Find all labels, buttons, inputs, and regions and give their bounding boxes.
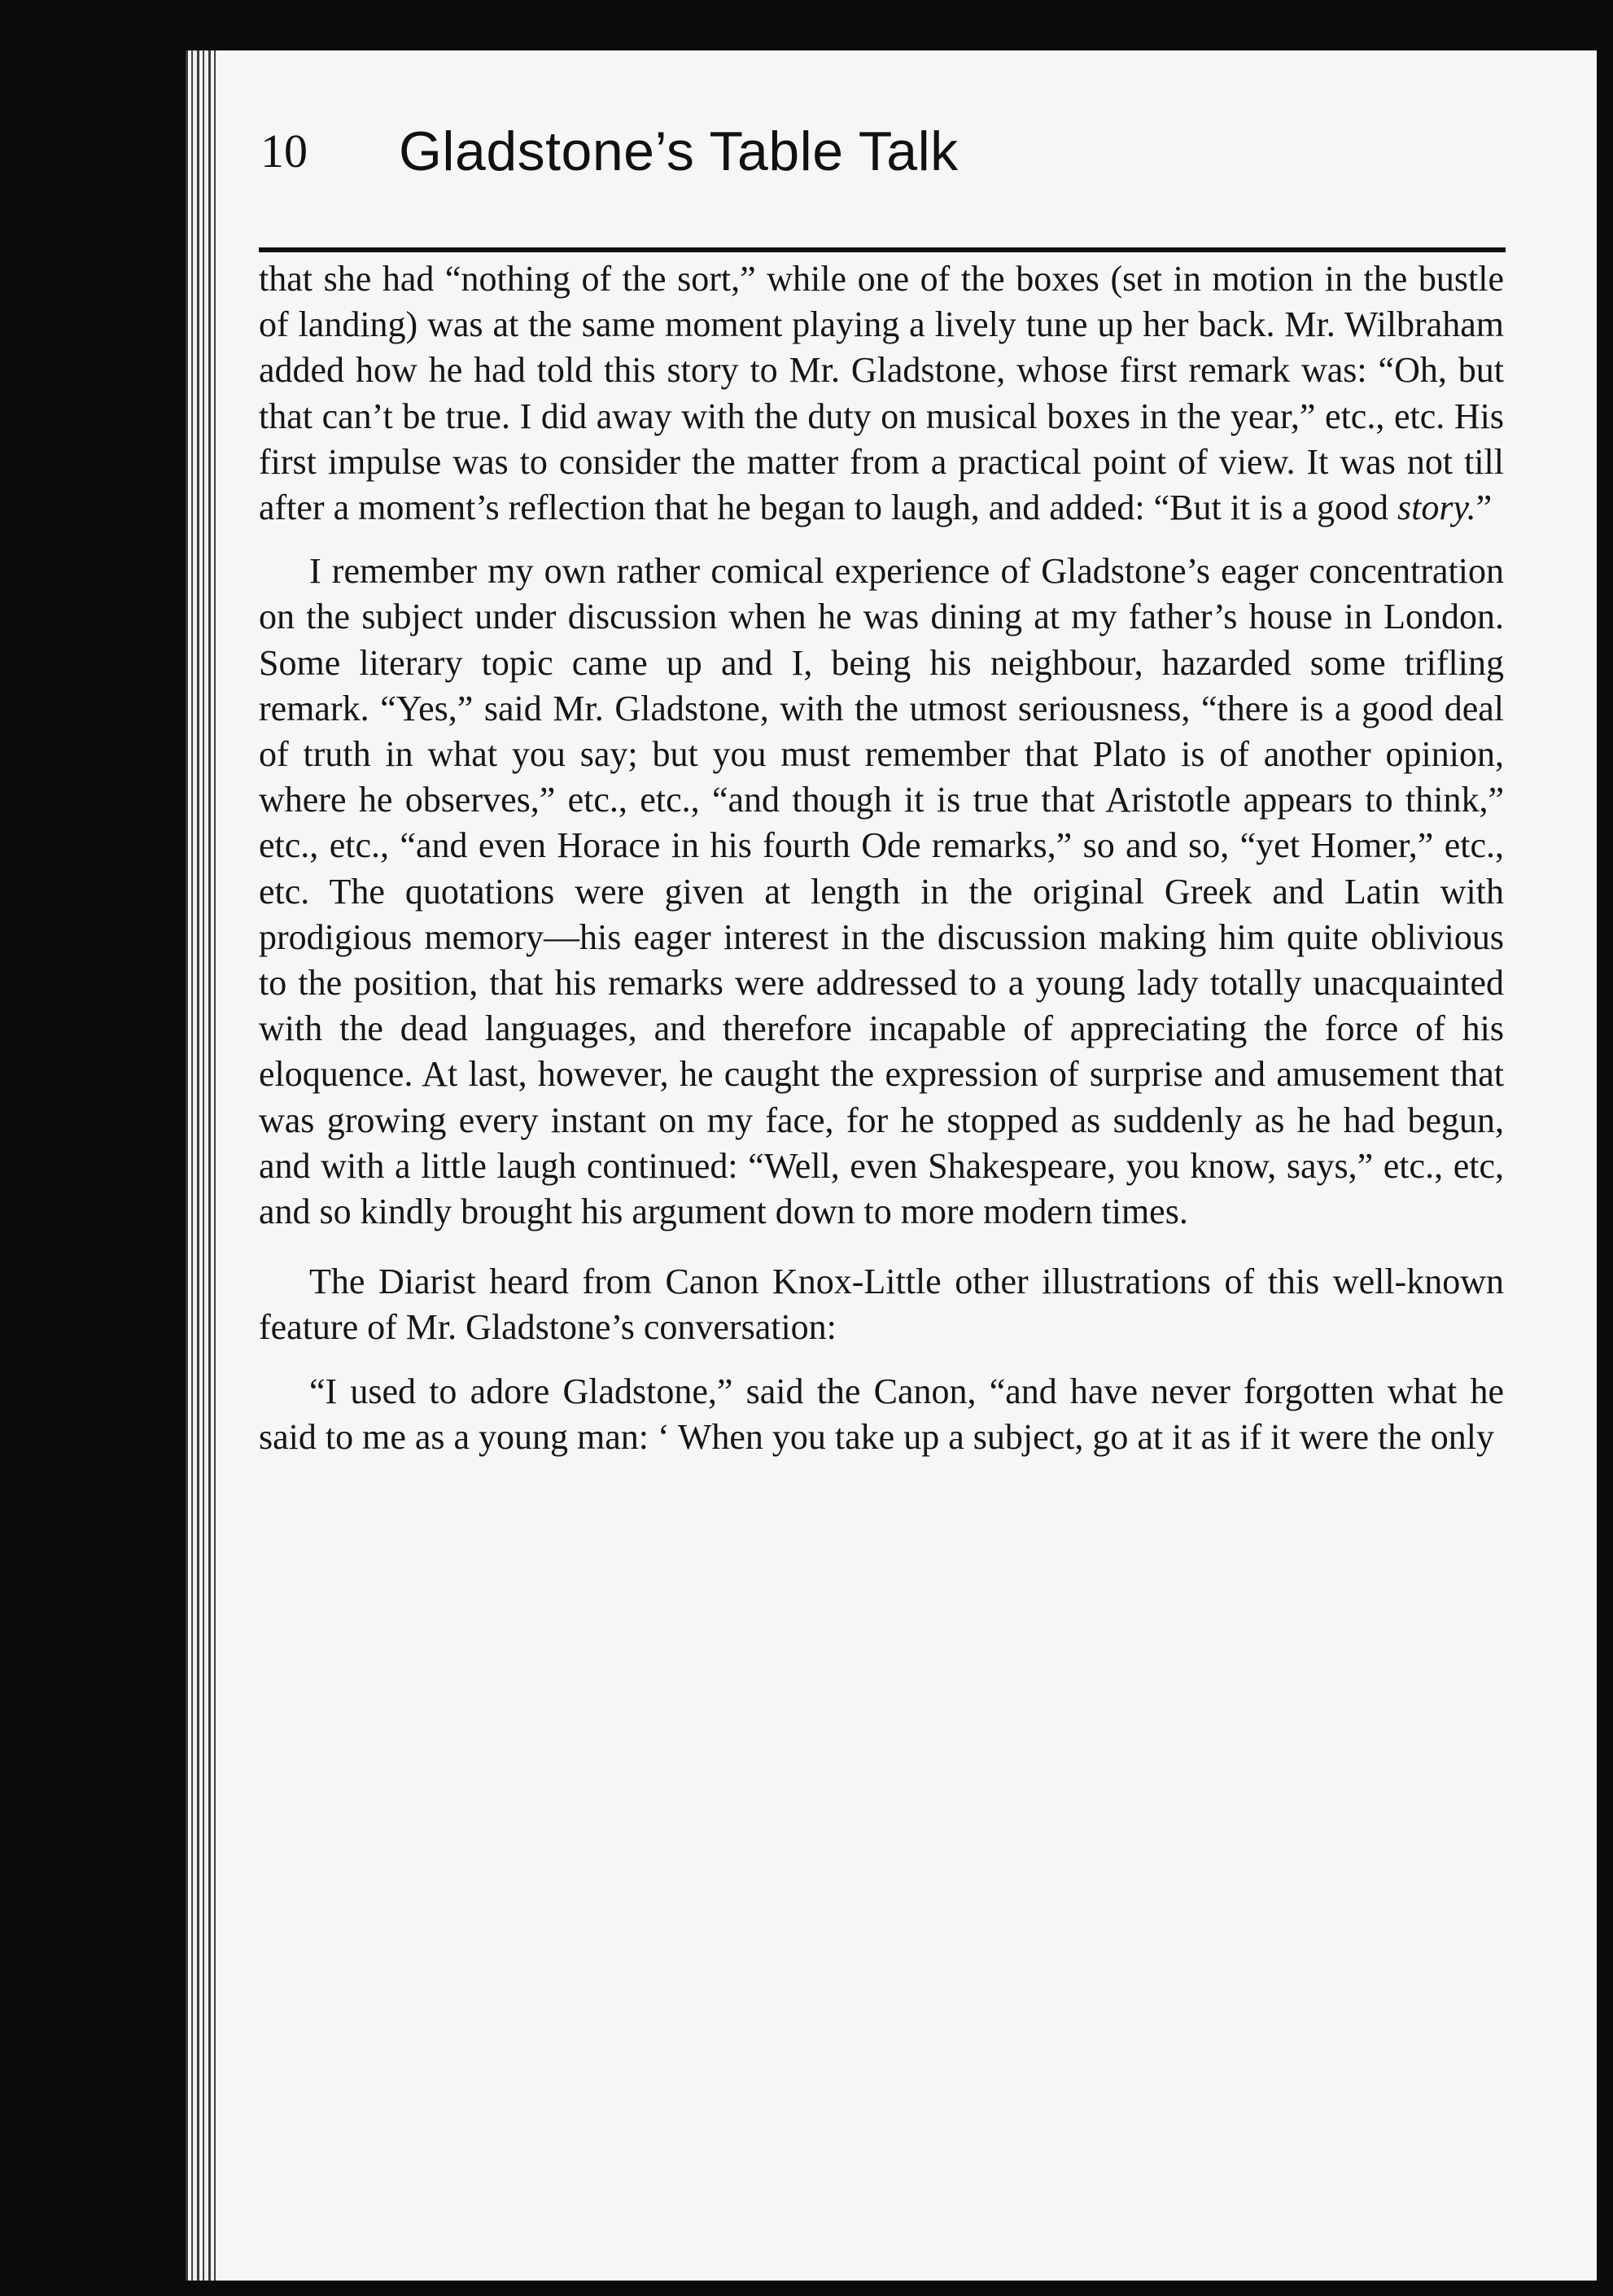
page-header [260, 116, 1506, 187]
paragraph: The Diarist heard from Canon Knox-Little other illustrations of this well-known feature of Mr. Gladstone’s conversation: [259, 1262, 1504, 1348]
page-number: 10 [260, 125, 308, 177]
header-rule [259, 247, 1506, 252]
paragraph: I remember my own rather comical experience of Gladstone’s eager concentration on the subject under discussion when he was dining at my father’s house in London. Some literary topic came up and I, being his neighbour, hazarded some trifling remark. “Yes,” said Mr. Gladstone, with the utmost seriousness, “there is a good deal of truth in what you say; but you must remember that Plato is of another opinion, where he observes,” etc., etc., “and though it is true that Aristotle appears to think,” etc., etc., “and even Horace in his fourth Ode remarks,” so and so, “yet Homer,” etc., etc. The quotations were given at length in the original Greek and Latin with prodigious memory—his eager interest in the discussion making him quite oblivious to the position, that his remarks were addressed to a young lady totally unacquainted with the dead languages, and therefore incapable of appreciating the force of his eloquence. At last, however, he caught the expression of surprise and amusement that was growing every instant on my face, for he stopped as suddenly as he had begun, and with a little laugh continued: “Well, even Shakespeare, you know, says,” etc., etc, and so kindly brought his argument down to more modern times. [259, 551, 1504, 1232]
paragraph-text: ” [1475, 488, 1493, 528]
body-text [259, 256, 1504, 1460]
running-title: Gladstone’s Table Talk [399, 120, 959, 182]
page-binding-edge [186, 50, 216, 2281]
italic-text: story. [1397, 488, 1476, 528]
paragraph: “I used to adore Gladstone,” said the Canon, “and have never forgotten what he said to me as a young man: ‘ When you take up a subject, go at it as if it were the only [259, 1371, 1504, 1457]
paragraph-text: that she had “nothing of the sort,” while one of the boxes (set in motion in the bustle of landing) was at the same moment playing a lively tune up her back. Mr. Wilbraham added how he had told this story to Mr. Gladstone, whose first remark was: “Oh, but that can’t be true. I did away with the duty on musical boxes in the year,” etc., etc. His first impulse was to consider the matter from a practical point of view. It was not till after a moment’s reflection that he began to laugh, and added: “But it is a good [259, 259, 1504, 528]
paragraph [259, 256, 1504, 531]
